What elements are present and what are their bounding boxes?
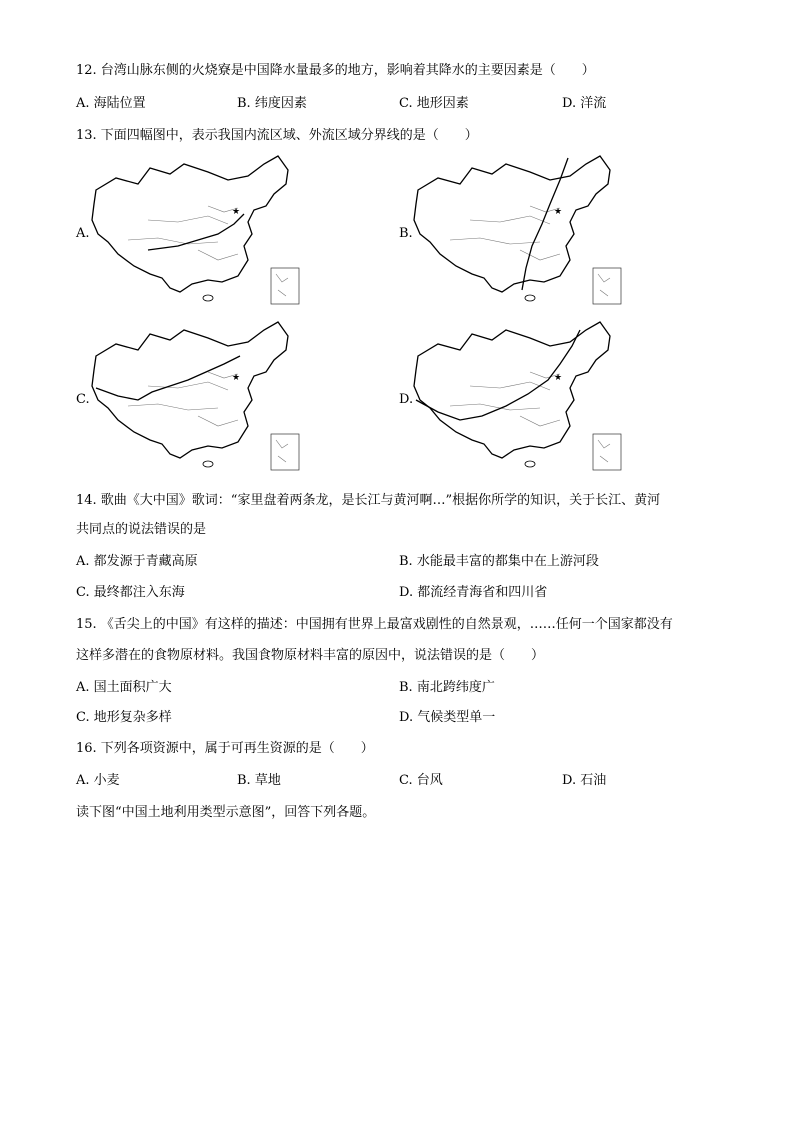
q14-option-a: A. 都发源于青藏高原 xyxy=(76,554,198,569)
q14-stem-line1: 14. 歌曲《大中国》歌词：“家里盘着两条龙，是长江与黄河啊…”根据你所学的知识，关于长江、黄河 xyxy=(76,493,661,508)
svg-text:★: ★ xyxy=(554,207,563,217)
map-a-label: A. xyxy=(76,226,90,241)
q16-option-d: D. 石油 xyxy=(562,773,607,788)
q15-option-c: C. 地形复杂多样 xyxy=(76,710,172,725)
q14-stem-line2: 共同点的说法错误的是 xyxy=(76,522,207,537)
china-map-d-icon xyxy=(410,316,640,478)
q15-option-d: D. 气候类型单一 xyxy=(399,710,496,725)
q13-stem: 13. 下面四幅图中，表示我国内流区域、外流区域分界线的是（ ） xyxy=(76,128,478,143)
svg-text:★: ★ xyxy=(232,207,241,217)
q15-stem-line1: 15. 《舌尖上的中国》有这样的描述：中国拥有世界上最富戏剧性的自然景观，……任何一个国家都没有 xyxy=(76,617,673,632)
q16-option-b: B. 草地 xyxy=(237,773,281,788)
q12-stem: 12. 台湾山脉东侧的火烧寮是中国降水量最多的地方，影响着其降水的主要因素是（ ） xyxy=(76,63,595,78)
q15-option-a: A. 国土面积广大 xyxy=(76,680,172,695)
china-map-b-icon xyxy=(410,150,640,312)
svg-text:★: ★ xyxy=(232,373,241,383)
q12-option-a: A. 海陆位置 xyxy=(76,96,146,111)
china-map-a-icon xyxy=(88,150,318,312)
q12-option-d: D. 洋流 xyxy=(562,96,607,111)
q15-option-b: B. 南北跨纬度广 xyxy=(399,680,495,695)
q12-option-b: B. 纬度因素 xyxy=(237,96,307,111)
q16-option-a: A. 小麦 xyxy=(76,773,120,788)
q14-option-d: D. 都流经青海省和四川省 xyxy=(399,585,548,600)
map-b-label: B. xyxy=(399,226,413,241)
china-map-c-icon xyxy=(88,316,318,478)
q15-stem-line2: 这样多潜在的食物原材料。我国食物原材料丰富的原因中，说法错误的是（ ） xyxy=(76,648,545,663)
map-d-label: D. xyxy=(399,392,414,407)
q12-option-c: C. 地形因素 xyxy=(399,96,469,111)
q16-stem: 16. 下列各项资源中，属于可再生资源的是（ ） xyxy=(76,741,374,756)
reading-prompt: 读下图“中国土地利用类型示意图”，回答下列各题。 xyxy=(76,805,376,820)
q16-option-c: C. 台风 xyxy=(399,773,443,788)
q14-option-b: B. 水能最丰富的都集中在上游河段 xyxy=(399,554,599,569)
map-c-label: C. xyxy=(76,392,90,407)
q14-option-c: C. 最终都注入东海 xyxy=(76,585,185,600)
svg-text:★: ★ xyxy=(554,373,563,383)
